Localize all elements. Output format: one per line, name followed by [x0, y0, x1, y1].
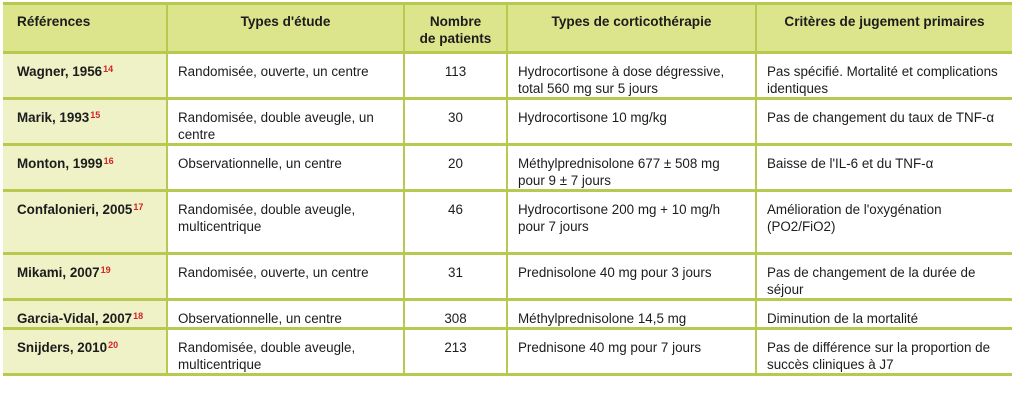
cell-patients: 308 — [404, 300, 507, 329]
cell-patients: 31 — [404, 254, 507, 300]
cell-study: Randomisée, ouverte, un centre — [167, 53, 404, 99]
header-patients-line1: Nombre — [429, 14, 482, 29]
cell-patients: 213 — [404, 329, 507, 375]
cell-study: Randomisée, double aveugle, multicentrique — [167, 329, 404, 375]
cell-therapy: Méthylprednisolone 14,5 mg — [507, 300, 756, 329]
table-row — [3, 145, 1012, 191]
cell-therapy: Hydrocortisone 10 mg/kg — [507, 99, 756, 145]
reference-text: Snijders, 2010 — [17, 340, 108, 355]
table-row — [3, 191, 1012, 254]
cell-therapy: Méthylprednisolone 677 ± 508 mg pour 9 ± 7 jours — [507, 145, 756, 191]
reference-number: 14 — [103, 64, 114, 74]
cell-therapy: Prednisolone 40 mg pour 3 jours — [507, 254, 756, 300]
header-corticotherapy: Types de corticothérapie — [507, 4, 756, 53]
cell-criteria: Baisse de l'IL-6 et du TNF-α — [756, 145, 1012, 191]
table-row — [3, 329, 1012, 375]
header-patients-line2: de patients — [419, 31, 492, 46]
table-row — [3, 53, 1012, 99]
reference-number: 19 — [100, 265, 111, 275]
reference-text: Confalonieri, 2005 — [17, 202, 133, 217]
cell-therapy: Hydrocortisone à dose dégressive, total 560 mg sur 5 jours — [507, 53, 756, 99]
reference-number: 17 — [133, 202, 144, 212]
cell-reference — [3, 53, 167, 99]
cell-reference — [3, 145, 167, 191]
table-row — [3, 99, 1012, 145]
reference-number: 16 — [103, 156, 114, 166]
cell-criteria: Pas de changement de la durée de séjour — [756, 254, 1012, 300]
reference-text: Marik, 1993 — [17, 110, 90, 125]
cell-reference — [3, 329, 167, 375]
cell-criteria: Pas de changement du taux de TNF-α — [756, 99, 1012, 145]
cell-study: Randomisée, ouverte, un centre — [167, 254, 404, 300]
cell-patients: 20 — [404, 145, 507, 191]
studies-table — [3, 2, 1012, 376]
cell-patients: 113 — [404, 53, 507, 99]
table-row — [3, 300, 1012, 329]
cell-therapy: Hydrocortisone 200 mg + 10 mg/h pour 7 jours — [507, 191, 756, 254]
header-row — [3, 4, 1012, 53]
reference-number: 20 — [108, 340, 119, 350]
cell-reference — [3, 254, 167, 300]
table-container — [3, 2, 1012, 376]
cell-reference — [3, 99, 167, 145]
cell-study: Randomisée, double aveugle, un centre — [167, 99, 404, 145]
header-study-types: Types d'étude — [167, 4, 404, 53]
reference-text: Garcia-Vidal, 2007 — [17, 311, 133, 326]
cell-reference — [3, 300, 167, 329]
reference-text: Monton, 1999 — [17, 156, 103, 171]
table-header — [3, 4, 1012, 53]
cell-criteria: Amélioration de l'oxygénation (PO2/FiO2) — [756, 191, 1012, 254]
cell-study: Randomisée, double aveugle, multicentrique — [167, 191, 404, 254]
header-references: Références — [17, 14, 91, 29]
header-patients — [404, 4, 507, 53]
header-criteria: Critères de jugement primaires — [756, 4, 1012, 53]
cell-patients: 30 — [404, 99, 507, 145]
cell-reference — [3, 191, 167, 254]
cell-criteria: Pas spécifié. Mortalité et complications identiques — [756, 53, 1012, 99]
cell-criteria: Diminution de la mortalité — [756, 300, 1012, 329]
cell-criteria: Pas de différence sur la proportion de succès cliniques à J7 — [756, 329, 1012, 375]
reference-number: 15 — [90, 110, 101, 120]
cell-therapy: Prednisone 40 mg pour 7 jours — [507, 329, 756, 375]
reference-number: 18 — [133, 311, 144, 321]
table-row — [3, 254, 1012, 300]
cell-study: Observationnelle, un centre — [167, 145, 404, 191]
reference-text: Wagner, 1956 — [17, 64, 103, 79]
cell-study: Observationnelle, un centre — [167, 300, 404, 329]
table-body — [3, 53, 1012, 375]
cell-patients: 46 — [404, 191, 507, 254]
reference-text: Mikami, 2007 — [17, 265, 100, 280]
